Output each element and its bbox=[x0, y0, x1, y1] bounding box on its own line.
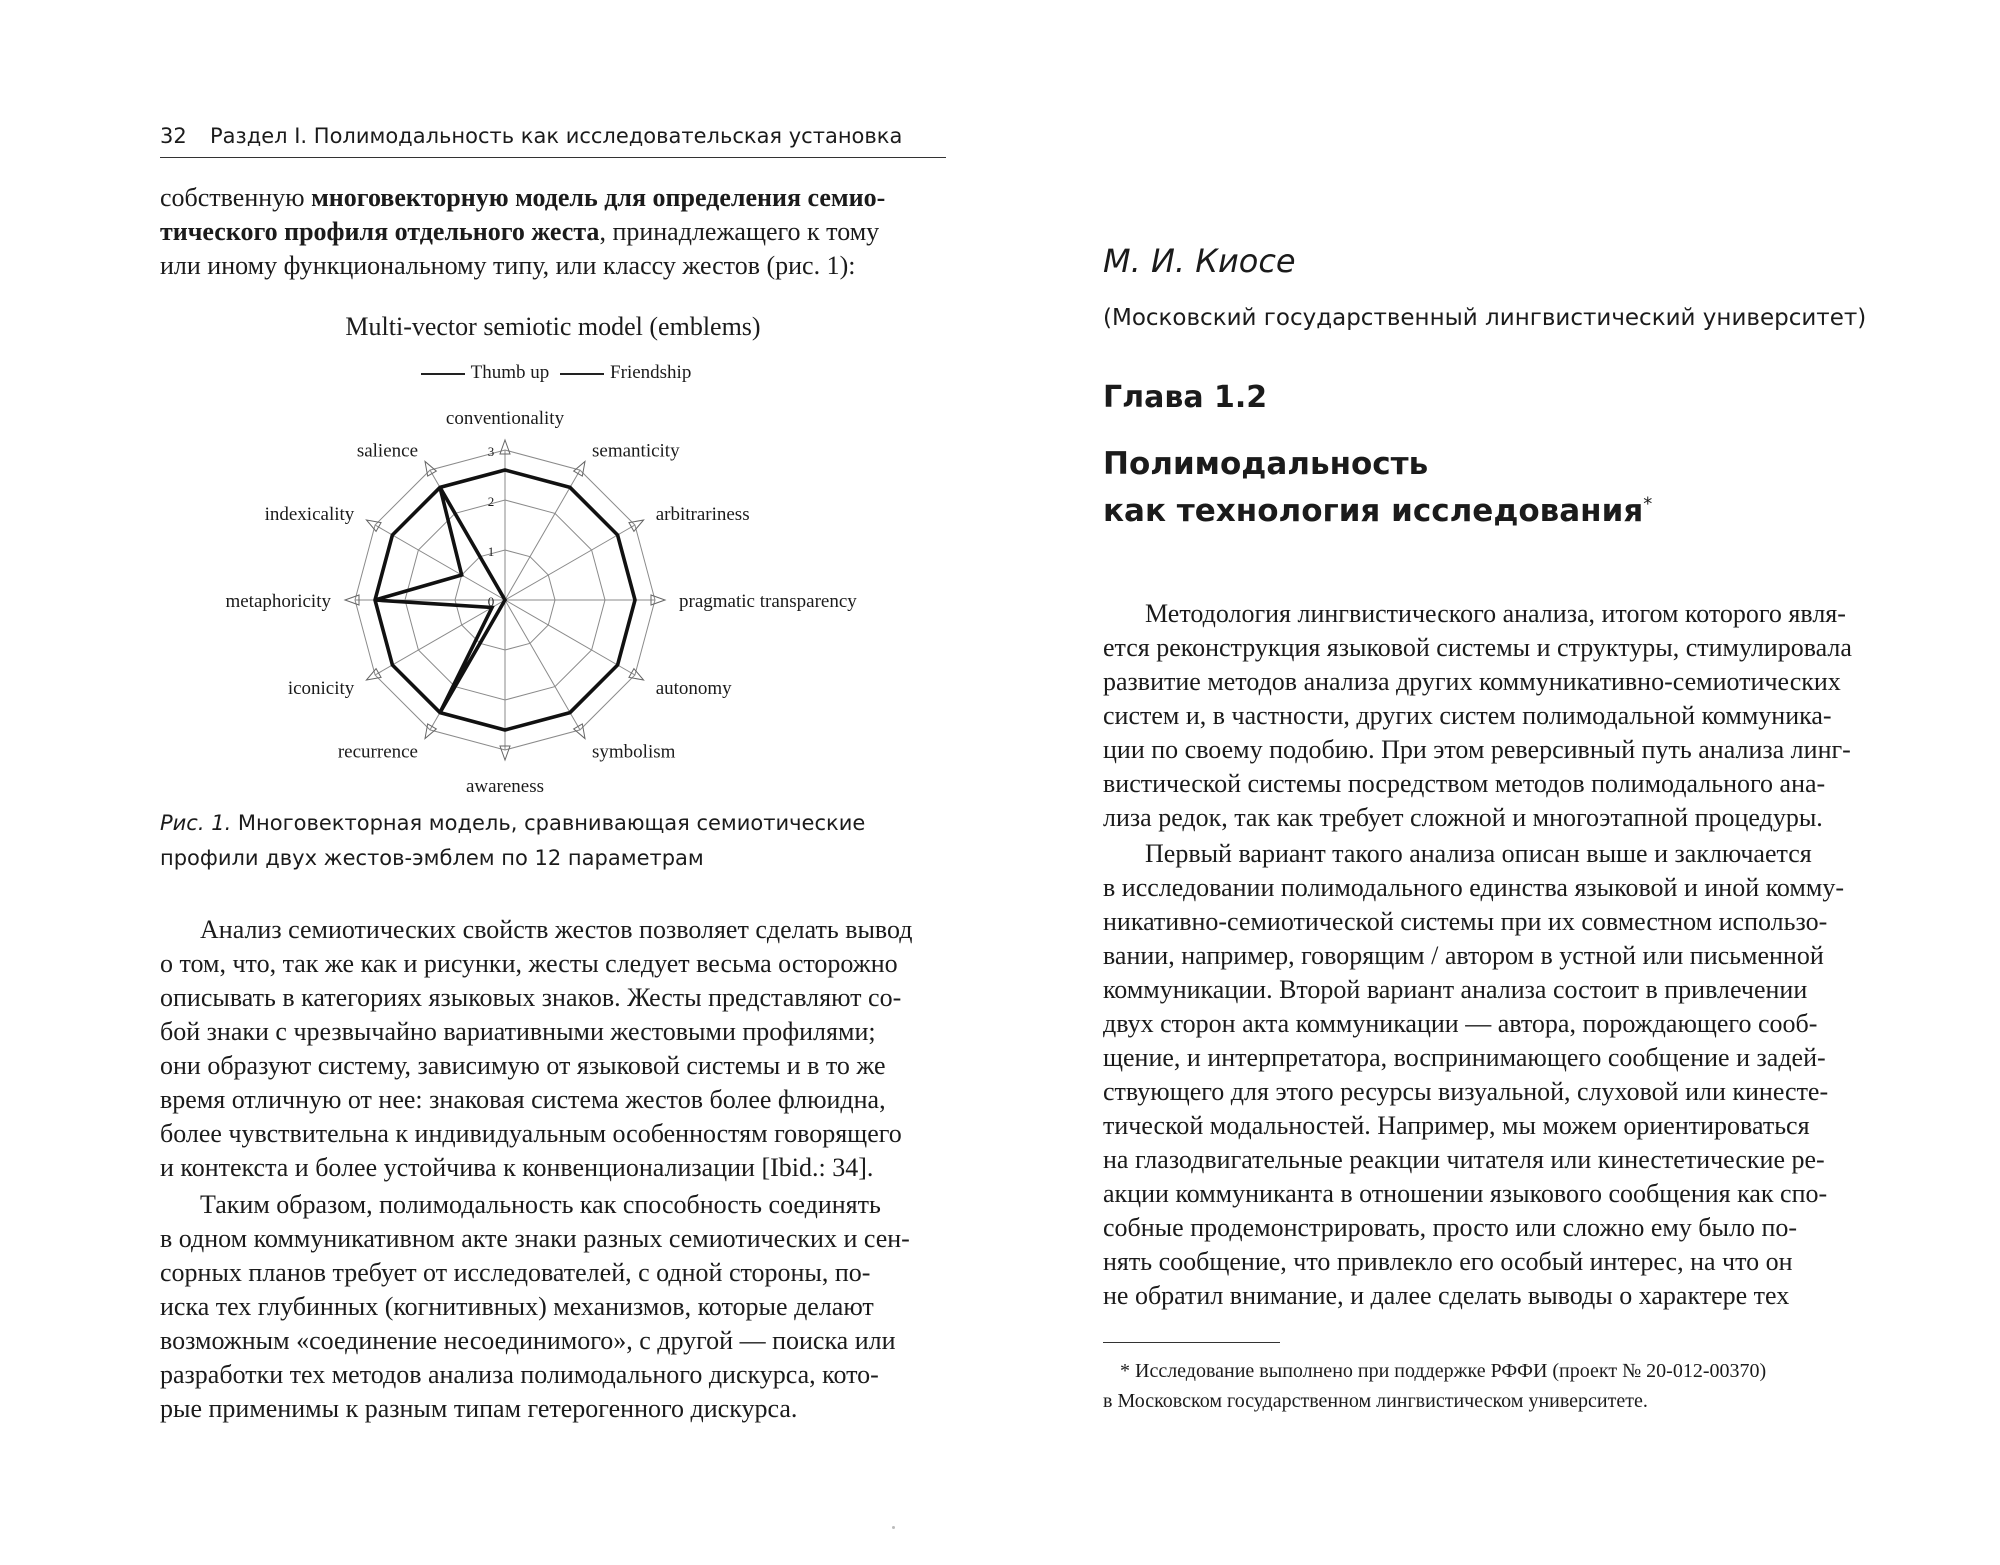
axis-label: recurrence bbox=[337, 741, 418, 763]
text-line: нять сообщение, что привлекло его особый интерес, на что он bbox=[1103, 1247, 1793, 1276]
page-number: 32 bbox=[160, 124, 187, 148]
axis-label: pragmatic transparency bbox=[679, 591, 857, 612]
text-line: или иному функциональному типу, или классу жестов (рис. 1): bbox=[160, 251, 856, 280]
caption-line: Многовекторная модель, сравнивающая семиотические bbox=[231, 811, 866, 835]
text-line: вании, например, говорящим / автором в устной или письменной bbox=[1103, 941, 1824, 970]
text-line: сорных планов требует от исследователей, с одной стороны, по- bbox=[160, 1258, 871, 1287]
text-line: систем и, в частности, других систем полимодальной коммуника- bbox=[1103, 701, 1832, 730]
chapter-title-continued: как технология исследования* bbox=[1103, 493, 1653, 529]
axis-spoke bbox=[375, 525, 505, 600]
axis-label: awareness bbox=[465, 776, 545, 797]
text-line: ции по своему подобию. При этом реверсивный путь анализа линг- bbox=[1103, 735, 1851, 764]
axis-spoke bbox=[505, 600, 635, 675]
text-line: описывать в категориях языковых знаков. Жесты представляют со- bbox=[160, 983, 902, 1012]
running-header bbox=[160, 124, 946, 158]
scale-label: 2 bbox=[487, 494, 495, 509]
scan-speck bbox=[892, 1526, 895, 1529]
text-line: ствующего для этого ресурсы визуальной, слуховой или кинесте- bbox=[1103, 1077, 1829, 1106]
text-line: лиза редок, так как требует сложной и многоэтапной процедуры. bbox=[1103, 803, 1823, 832]
text-line: развитие методов анализа других коммуникативно-семиотических bbox=[1103, 667, 1841, 696]
axis-label: autonomy bbox=[655, 678, 732, 699]
legend-entry-friendship: Friendship bbox=[610, 362, 692, 383]
axis-label: iconicity bbox=[287, 678, 355, 699]
text-line: бой знаки с чрезвычайно вариативными жестовыми профилями; bbox=[160, 1017, 876, 1046]
chart-title: Multi-vector semiotic model (emblems) bbox=[345, 312, 761, 341]
figure-label: Рис. 1. bbox=[160, 811, 232, 835]
text-line: акции коммуниканта в отношении языкового сообщения как спо- bbox=[1103, 1179, 1828, 1208]
legend-entry-thumb-up: Thumb up bbox=[470, 362, 550, 383]
footnote-line: в Московском государственном лингвистическом университете. bbox=[1103, 1390, 1648, 1412]
caption-line: профили двух жестов-эмблем по 12 параметрам bbox=[160, 846, 704, 870]
axis-spoke bbox=[505, 525, 635, 600]
text-line: о том, что, так же как и рисунки, жесты следует весьма осторожно bbox=[160, 949, 898, 978]
axis-spoke bbox=[505, 600, 580, 730]
author-affiliation: (Московский государственный лингвистический университет) bbox=[1103, 305, 1867, 331]
legend-line-icon bbox=[421, 373, 465, 375]
text-line: собственную многовекторную модель для определения семио- bbox=[160, 183, 886, 212]
header-rule bbox=[160, 157, 946, 158]
scale-label: 1 bbox=[487, 544, 495, 559]
axis-label: indexicality bbox=[264, 504, 355, 525]
text-line: более чувствительна к индивидуальным особенностям говорящего bbox=[160, 1119, 902, 1148]
footnote-mark: * bbox=[1643, 493, 1653, 515]
text-line: собные продемонстрировать, просто или сложно ему было по- bbox=[1103, 1213, 1798, 1242]
text-line: иска тех глубинных (когнитивных) механизмов, которые делают bbox=[160, 1292, 874, 1321]
text-line: Анализ семиотических свойств жестов позволяет сделать вывод bbox=[200, 915, 913, 944]
text-line: возможным «соединение несоединимого», с другой — поиска или bbox=[160, 1326, 896, 1355]
axis-label: salience bbox=[356, 440, 418, 462]
axis-spoke bbox=[375, 600, 505, 675]
text-line: Первый вариант такого анализа описан выше и заключается bbox=[1145, 839, 1812, 868]
text-line: Методология лингвистического анализа, итогом которого явля- bbox=[1145, 599, 1846, 628]
axis-label: arbitrariness bbox=[655, 504, 750, 525]
text-line: в одном коммуникативном акте знаки разных семиотических и сен- bbox=[160, 1224, 910, 1253]
running-header-title: Раздел I. Полимодальность как исследовательская установка bbox=[210, 124, 903, 148]
axis-label: symbolism bbox=[592, 741, 676, 763]
text-line: вистической системы посредством методов полимодального ана- bbox=[1103, 769, 1826, 798]
text-line: не обратил внимание, и далее сделать выводы о характере тех bbox=[1103, 1281, 1790, 1310]
chart-legend bbox=[160, 362, 946, 384]
text-line: на глазодвигательные реакции читателя или кинестетические ре- bbox=[1103, 1145, 1825, 1174]
figure-caption bbox=[160, 806, 946, 876]
text-line: тического профиля отдельного жеста, принадлежащего к тому bbox=[160, 217, 880, 246]
text-line: тической модальностей. Например, мы можем ориентироваться bbox=[1103, 1111, 1810, 1140]
radar-chart bbox=[160, 400, 946, 800]
scale-label: 0 bbox=[487, 594, 495, 609]
text-line: и контекста и более устойчива к конвенционализации [Ibid.: 34]. bbox=[160, 1153, 874, 1182]
text-line: ется реконструкция языковой системы и структуры, стимулировала bbox=[1103, 633, 1852, 662]
footnote-line: * Исследование выполнено при поддержке РФФИ (проект № 20-012-00370) bbox=[1120, 1360, 1767, 1382]
axis-spoke bbox=[505, 470, 580, 600]
axis-label: metaphoricity bbox=[225, 591, 331, 612]
text-line: они образуют систему, зависимую от языковой системы и в то же bbox=[160, 1051, 886, 1080]
text-line: разработки тех методов анализа полимодального дискурса, кото- bbox=[160, 1360, 879, 1389]
axis-label: semanticity bbox=[592, 440, 680, 462]
chapter-number: Глава 1.2 bbox=[1103, 380, 1268, 415]
text-line: щение, и интерпретатора, воспринимающего сообщение и задей- bbox=[1103, 1043, 1826, 1072]
axis-label: conventionality bbox=[445, 408, 565, 429]
text-line: в исследовании полимодального единства языковой и иной комму- bbox=[1103, 873, 1844, 902]
text-line: Таким образом, полимодальность как способность соединять bbox=[200, 1190, 881, 1219]
text-line: коммуникации. Второй вариант анализа состоит в привлечении bbox=[1103, 975, 1808, 1004]
text-line: никативно-семиотической системы при их совместном использо- bbox=[1103, 907, 1828, 936]
scale-label: 3 bbox=[487, 444, 495, 459]
text-line: рые применимы к разным типам гетерогенного дискурса. bbox=[160, 1394, 798, 1423]
footnote-rule bbox=[1103, 1342, 1280, 1343]
chapter-title: Полимодальность bbox=[1103, 446, 1429, 482]
text-line: время отличную от нее: знаковая система жестов более флюидна, bbox=[160, 1085, 886, 1114]
legend-line-icon bbox=[560, 373, 604, 375]
text-line: двух сторон акта коммуникации — автора, порождающего сооб- bbox=[1103, 1009, 1818, 1038]
author-name: М. И. Киосе bbox=[1103, 242, 1296, 280]
